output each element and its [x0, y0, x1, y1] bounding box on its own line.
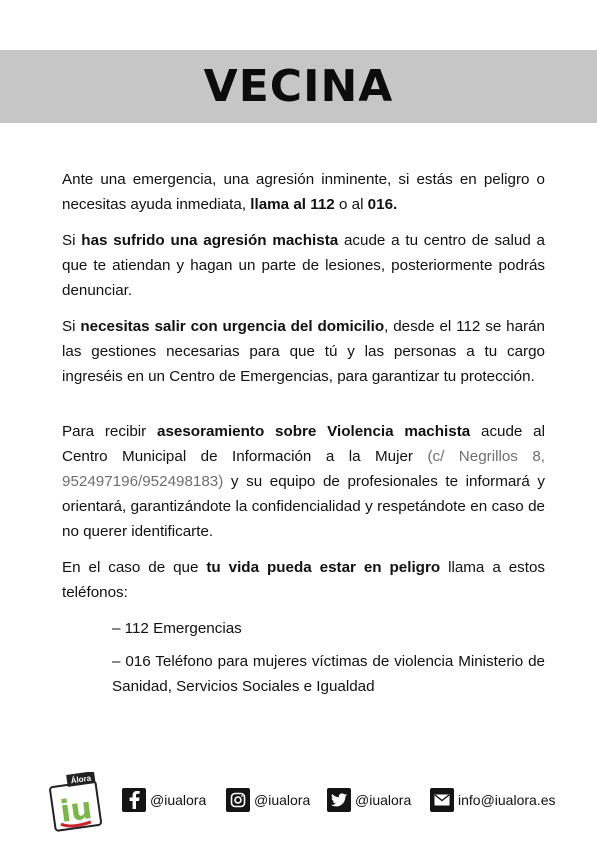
text: Ante una emergencia, una agresión inminente, si estás en peligro o necesitas ayuda inmediata, — [62, 171, 545, 213]
bold-text: tu vida pueda estar en peligro — [206, 559, 441, 576]
bold-text: 016. — [367, 196, 398, 213]
list-item: – 112 Emergencias — [112, 620, 242, 637]
bold-text: has sufrido una agresión machista — [81, 232, 339, 249]
paragraph-aggression — [62, 228, 545, 303]
logo-main-text: iu — [58, 790, 95, 830]
text: y su equipo de profesionales te informará y orientará, garantizándote la confidencialidad y respetándote en caso de no querer identificarte. — [62, 473, 545, 540]
bold-text: necesitas salir con urgencia del domicilio — [80, 318, 385, 335]
phone-list — [112, 616, 545, 699]
text: En el caso de que — [62, 559, 207, 576]
instagram-link[interactable] — [226, 788, 310, 812]
address-text: (c/ Negrillos 8, 952497196/952498183) — [62, 448, 545, 490]
paragraph-emergency — [62, 167, 545, 217]
page-title: VECINA — [203, 61, 394, 112]
instagram-handle: @iualora — [254, 792, 311, 808]
logo-top-text: Álora — [70, 773, 92, 786]
text: Si — [62, 318, 81, 335]
list-item: – 016 Teléfono para mujeres víctimas de violencia Ministerio de Sanidad, Servicios Sociales e Igualdad — [112, 653, 545, 695]
paragraph-leave-home — [62, 314, 545, 389]
bold-text: llama al 112 — [250, 196, 335, 213]
text: acude a tu centro de salud a que te atiendan y hagan un parte de lesiones, posteriormente podrás denunciar. — [62, 232, 546, 299]
facebook-handle: @iualora — [150, 792, 207, 808]
footer — [0, 768, 597, 838]
email-address: info@iualora.es — [458, 792, 556, 808]
facebook-link[interactable] — [122, 788, 206, 812]
title-band — [0, 50, 597, 123]
paragraph-danger — [62, 555, 545, 605]
paragraph-advice — [62, 419, 545, 544]
text: , desde el 112 se harán las gestiones necesarias para que tú y las personas a tu cargo ingreséis en un Centro de Emergencias, para garantizar tu protección. — [62, 318, 545, 385]
mail-icon — [430, 788, 454, 812]
bold-text: asesoramiento sobre Violencia machista — [157, 423, 471, 440]
text: llama a estos teléfonos: — [62, 559, 545, 601]
twitter-handle: @iualora — [355, 792, 412, 808]
email-link[interactable] — [430, 788, 556, 812]
instagram-icon — [226, 788, 250, 812]
main-content — [62, 167, 545, 707]
iu-alora-logo — [48, 772, 102, 832]
text: o al — [334, 196, 368, 213]
twitter-link[interactable] — [327, 788, 411, 812]
twitter-icon — [327, 788, 351, 812]
text: Si — [62, 232, 82, 249]
text: acude al Centro Municipal de Información a la Mujer — [62, 423, 545, 465]
text: Para recibir — [62, 423, 158, 440]
facebook-icon — [122, 788, 146, 812]
